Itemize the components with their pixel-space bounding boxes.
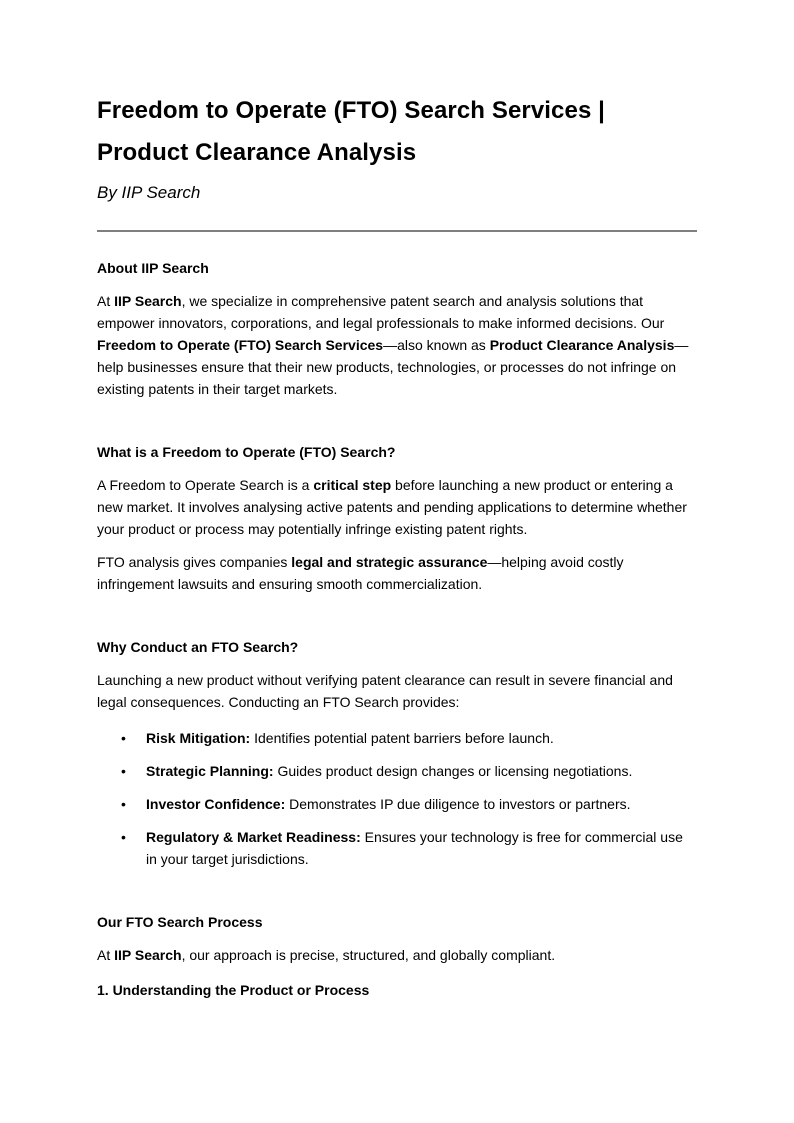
bullet-list — [97, 727, 697, 870]
bullet-item: • Investor Confidence: Demonstrates IP due diligence to investors or partners. — [121, 793, 697, 815]
paragraph: At IIP Search, we specialize in comprehensive patent search and analysis solutions that empower innovators, corporations, and legal professionals to make informed decisions. Our Freedom to Operate (FTO) Search Services—also known as Product Clearance Analysis—help businesses ensure that their new products, technologies, or processes do not infringe on existing patents in their target markets. — [97, 293, 689, 397]
section-subheading: 1. Understanding the Product or Process — [97, 982, 370, 998]
bullet-item: • Strategic Planning: Guides product design changes or licensing negotiations. — [121, 760, 697, 782]
section-heading: Why Conduct an FTO Search? — [97, 639, 299, 655]
section-heading: About IIP Search — [97, 260, 209, 276]
document-title: Freedom to Operate (FTO) Search Services | Product Clearance Analysis — [97, 97, 605, 166]
section-what-is-fto-search — [97, 442, 697, 595]
bullet-item: • Risk Mitigation: Identifies potential patent barriers before launch. — [121, 727, 697, 749]
section-heading: Our FTO Search Process — [97, 914, 263, 930]
section-about-iip-search — [97, 258, 697, 400]
divider — [97, 230, 697, 232]
section-heading: What is a Freedom to Operate (FTO) Search? — [97, 444, 396, 460]
bullet-item: • Regulatory & Market Readiness: Ensures your technology is free for commercial use in your target jurisdictions. — [121, 826, 697, 870]
paragraph: At IIP Search, our approach is precise, structured, and globally compliant. — [97, 947, 556, 963]
paragraph: Launching a new product without verifying patent clearance can result in severe financial and legal consequences. Conducting an FTO Search provides: — [97, 672, 673, 710]
paragraph: FTO analysis gives companies legal and strategic assurance—helping avoid costly infringement lawsuits and ensuring smooth commercialization. — [97, 554, 624, 592]
section-why-conduct-fto-search — [97, 637, 697, 870]
byline: By IIP Search — [97, 183, 201, 202]
section-our-fto-search-process — [97, 912, 697, 1001]
paragraph: A Freedom to Operate Search is a critical step before launching a new product or entering a new market. It involves analysing active patents and pending applications to determine whether your product or process may potentially infringe existing patent rights. — [97, 477, 687, 537]
